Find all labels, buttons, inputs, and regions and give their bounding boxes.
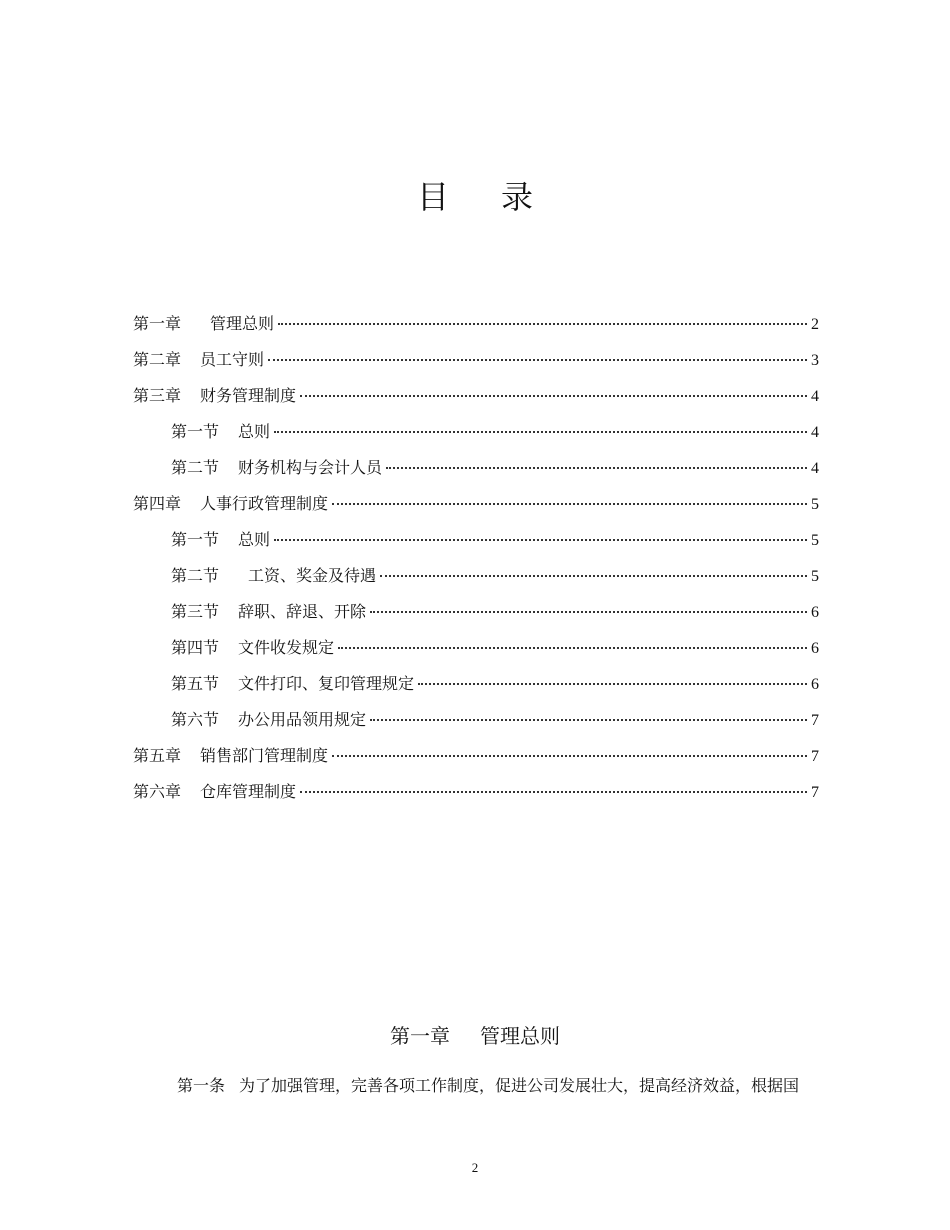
toc-entry-title: 辞职、辞退、开除	[238, 602, 367, 621]
toc-entry-title: 财务机构与会计人员	[238, 458, 383, 477]
toc-entry-title: 员工守则	[200, 350, 265, 369]
toc-entry-title: 文件打印、复印管理规定	[238, 674, 415, 693]
toc-entry-page: 3	[811, 352, 819, 369]
chapter-heading	[0, 1020, 950, 1049]
toc-leader-dots	[274, 431, 807, 433]
toc-entry-page: 4	[811, 388, 819, 405]
page-number: 2	[471, 1160, 479, 1175]
toc-entry[interactable]	[133, 636, 819, 672]
toc-entry[interactable]	[133, 312, 819, 348]
toc-leader-dots	[268, 359, 807, 361]
toc-entry-title: 人事行政管理制度	[200, 494, 329, 513]
toc-entry[interactable]	[133, 420, 819, 456]
toc-leader-dots	[300, 395, 807, 397]
toc-leader-dots	[332, 503, 807, 505]
toc-entry-page: 2	[811, 316, 819, 333]
toc-leader-dots	[274, 539, 807, 541]
toc-entry-number: 第六章	[133, 782, 182, 801]
toc-entry[interactable]	[133, 564, 819, 600]
toc-entry[interactable]	[133, 672, 819, 708]
toc-leader-dots	[370, 719, 807, 721]
toc-entry-number: 第五章	[133, 746, 182, 765]
toc-entry-page: 4	[811, 460, 819, 477]
toc-entry-number: 第三章	[133, 386, 182, 405]
toc-entry-number: 第三节	[171, 602, 220, 621]
toc-entry-page: 4	[811, 424, 819, 441]
toc-entry-title: 管理总则	[210, 314, 275, 333]
toc-entry-page: 7	[811, 784, 819, 801]
table-of-contents	[133, 312, 819, 816]
toc-entry-page: 5	[811, 568, 819, 585]
toc-entry-number: 第一节	[171, 422, 220, 441]
toc-entry-page: 6	[811, 604, 819, 621]
toc-entry-title: 仓库管理制度	[200, 782, 297, 801]
toc-entry-title: 办公用品领用规定	[238, 710, 367, 729]
chapter-heading-number: 第一章	[390, 1024, 450, 1048]
toc-entry-number: 第四节	[171, 638, 220, 657]
toc-entry-page: 6	[811, 676, 819, 693]
toc-entry-number: 第四章	[133, 494, 182, 513]
toc-entry-title: 文件收发规定	[238, 638, 335, 657]
toc-entry[interactable]	[133, 456, 819, 492]
toc-leader-dots	[300, 791, 807, 793]
toc-entry[interactable]	[133, 600, 819, 636]
toc-title	[0, 172, 950, 218]
toc-title-part1: 目	[416, 178, 449, 216]
toc-entry[interactable]	[133, 492, 819, 528]
toc-entry-number: 第二节	[171, 458, 220, 477]
article-number: 第一条	[177, 1076, 226, 1095]
toc-entry[interactable]	[133, 348, 819, 384]
toc-entry-page: 5	[811, 496, 819, 513]
toc-entry-title: 工资、奖金及待遇	[248, 566, 377, 585]
chapter-heading-title: 管理总则	[480, 1024, 560, 1048]
toc-leader-dots	[370, 611, 807, 613]
toc-leader-dots	[338, 647, 807, 649]
toc-leader-dots	[332, 755, 807, 757]
toc-entry[interactable]	[133, 384, 819, 420]
toc-entry[interactable]	[133, 744, 819, 780]
toc-entry-title: 总则	[238, 422, 271, 441]
toc-entry-title: 财务管理制度	[200, 386, 297, 405]
toc-leader-dots	[380, 575, 807, 577]
article-text: 为了加强管理，完善各项工作制度，促进公司发展壮大，提高经济效益，根据国	[239, 1076, 800, 1095]
toc-leader-dots	[278, 323, 807, 325]
toc-entry-number: 第六节	[171, 710, 220, 729]
toc-entry[interactable]	[133, 528, 819, 564]
toc-entry-title: 总则	[238, 530, 271, 549]
toc-entry-number: 第一节	[171, 530, 220, 549]
toc-entry-number: 第五节	[171, 674, 220, 693]
toc-entry-number: 第二节	[171, 566, 220, 585]
toc-entry[interactable]	[133, 708, 819, 744]
toc-entry-page: 7	[811, 712, 819, 729]
toc-entry-number: 第一章	[133, 314, 182, 333]
toc-entry-title: 销售部门管理制度	[200, 746, 329, 765]
toc-title-part2: 录	[501, 178, 534, 216]
toc-leader-dots	[418, 683, 807, 685]
toc-entry-number: 第二章	[133, 350, 182, 369]
body-paragraph	[177, 1073, 799, 1096]
toc-entry[interactable]	[133, 780, 819, 816]
toc-entry-page: 7	[811, 748, 819, 765]
toc-entry-page: 5	[811, 532, 819, 549]
toc-entry-page: 6	[811, 640, 819, 657]
toc-leader-dots	[386, 467, 807, 469]
